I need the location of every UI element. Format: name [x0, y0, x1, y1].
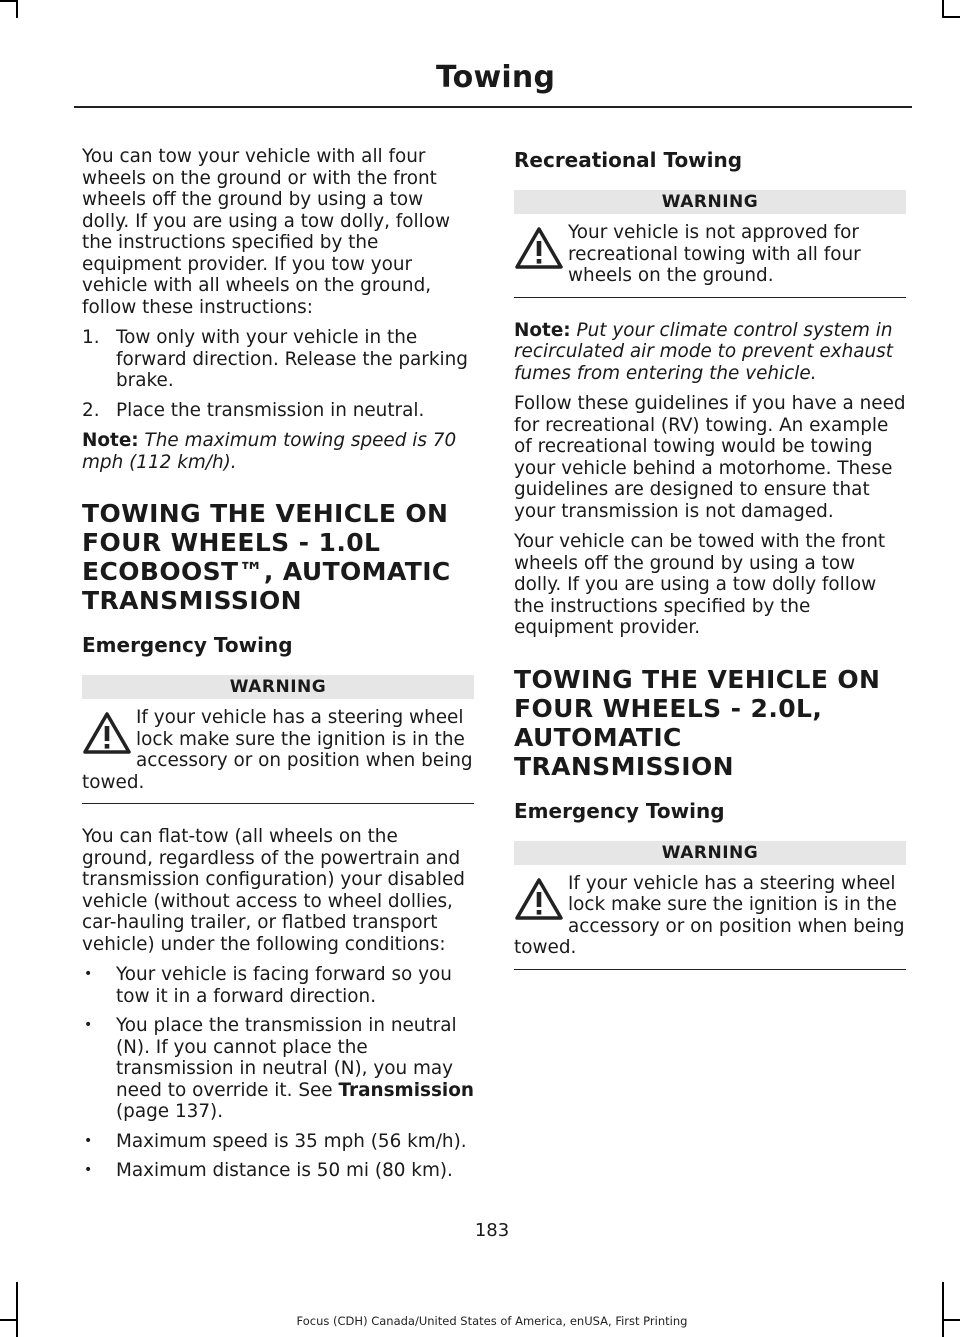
bullet-text: You place the transmission in neutral (N). If you cannot place the transmission in neutral (N), you may need to override it. See	[116, 1015, 457, 1101]
crop-mark	[942, 16, 960, 18]
warning-triangle-icon	[514, 226, 564, 270]
footer-text: Focus (CDH) Canada/United States of America, enUSA, First Printing	[296, 1314, 688, 1328]
warning-label: WARNING	[514, 841, 906, 865]
bullet-dot: •	[84, 1132, 93, 1149]
warning-box	[82, 675, 474, 804]
note	[82, 430, 474, 473]
warning-label: WARNING	[514, 190, 906, 214]
list-item	[82, 964, 474, 1007]
step-number: 1.	[82, 327, 100, 348]
warning-body	[82, 707, 474, 793]
list-item	[82, 1015, 474, 1123]
transmission-reference-link[interactable]: Transmission	[338, 1079, 474, 1101]
flat-tow-paragraph: You can flat-tow (all wheels on the ground, regardless of the powertrain and transmission configuration) your disabled vehicle (without access to wheel dollies, car-hauling trailer, or flatbed transport vehicle) under the following conditions:	[82, 826, 465, 955]
note-text: The maximum towing speed is 70 mph (112 km/h).	[82, 430, 457, 473]
list-item	[82, 1131, 474, 1153]
steps-list	[82, 327, 474, 421]
bullet-text: Maximum distance is 50 mi (80 km).	[116, 1160, 453, 1181]
intro-paragraph: You can tow your vehicle with all four wheels on the ground or with the front wheels off the ground by using a tow dolly. If you are using a tow dolly, follow the instructions specified by the equipment provider. If you tow your vehicle with all wheels on the ground, follow these instructions:	[82, 146, 451, 318]
warning-text: Your vehicle is not approved for recreational towing with all four wheels on the ground.	[568, 222, 861, 286]
subsection-title: Recreational Towing	[514, 148, 743, 172]
note-label: Note:	[514, 319, 571, 341]
page-header-title: Towing	[436, 60, 556, 95]
list-item	[82, 400, 474, 422]
page-number: 183	[474, 1220, 510, 1241]
bullet-text: Maximum speed is 35 mph (56 km/h).	[116, 1130, 467, 1152]
section-title: TOWING THE VEHICLE ON FOUR WHEELS - 1.0L ECOBOOST™, AUTOMATIC TRANSMISSION	[82, 499, 451, 615]
header-rule	[74, 106, 912, 108]
warning-triangle-icon	[514, 877, 564, 921]
warning-text: If your vehicle has a steering wheel lock make sure the ignition is in the accessory or on position when being towed.	[82, 707, 473, 793]
note-label: Note:	[82, 430, 139, 451]
subsection-title: Emergency Towing	[82, 633, 293, 657]
warning-body	[514, 222, 906, 287]
crop-mark	[16, 0, 18, 18]
right-column	[514, 146, 906, 992]
subsection-title: Emergency Towing	[514, 798, 725, 823]
bullet-dot: •	[84, 1017, 93, 1033]
warning-triangle-icon	[82, 711, 132, 755]
warning-box	[514, 190, 906, 298]
step-text: Place the transmission in neutral.	[116, 399, 425, 421]
step-text: Tow only with your vehicle in the forward direction. Release the parking brake.	[116, 327, 468, 391]
bullet-text: Your vehicle is facing forward so you tow it in a forward direction.	[116, 964, 452, 1007]
step-number: 2.	[82, 399, 100, 421]
note-text: Put your climate control system in recirculated air mode to prevent exhaust fumes from entering the vehicle.	[514, 319, 893, 384]
note	[514, 320, 906, 385]
crop-mark	[16, 1282, 18, 1337]
page-reference: (page 137).	[116, 1101, 224, 1122]
bullet-dot: •	[84, 1162, 93, 1178]
warning-box	[514, 841, 906, 970]
conditions-list	[82, 964, 474, 1182]
warning-body	[514, 873, 906, 959]
warning-text: If your vehicle has a steering wheel lock make sure the ignition is in the accessory or on position when being towed.	[514, 872, 905, 958]
bullet-dot: •	[84, 966, 93, 982]
list-item	[82, 327, 474, 392]
list-item	[82, 1160, 474, 1182]
section-title: TOWING THE VEHICLE ON FOUR WHEELS - 2.0L, AUTOMATIC TRANSMISSION	[514, 664, 881, 781]
guidelines-paragraph: Follow these guidelines if you have a need for recreational (RV) towing. An example of recreational towing would be towing your vehicle behind a motorhome. These guidelines are designed to ensure that your transmission is not damaged.	[514, 393, 906, 522]
warning-label: WARNING	[82, 675, 474, 699]
crop-mark	[942, 1282, 944, 1337]
tow-dolly-paragraph: Your vehicle can be towed with the front wheels off the ground by using a tow dolly. If you are using a tow dolly follow the instructions specified by the equipment provider.	[514, 531, 886, 638]
left-column	[82, 146, 474, 1190]
